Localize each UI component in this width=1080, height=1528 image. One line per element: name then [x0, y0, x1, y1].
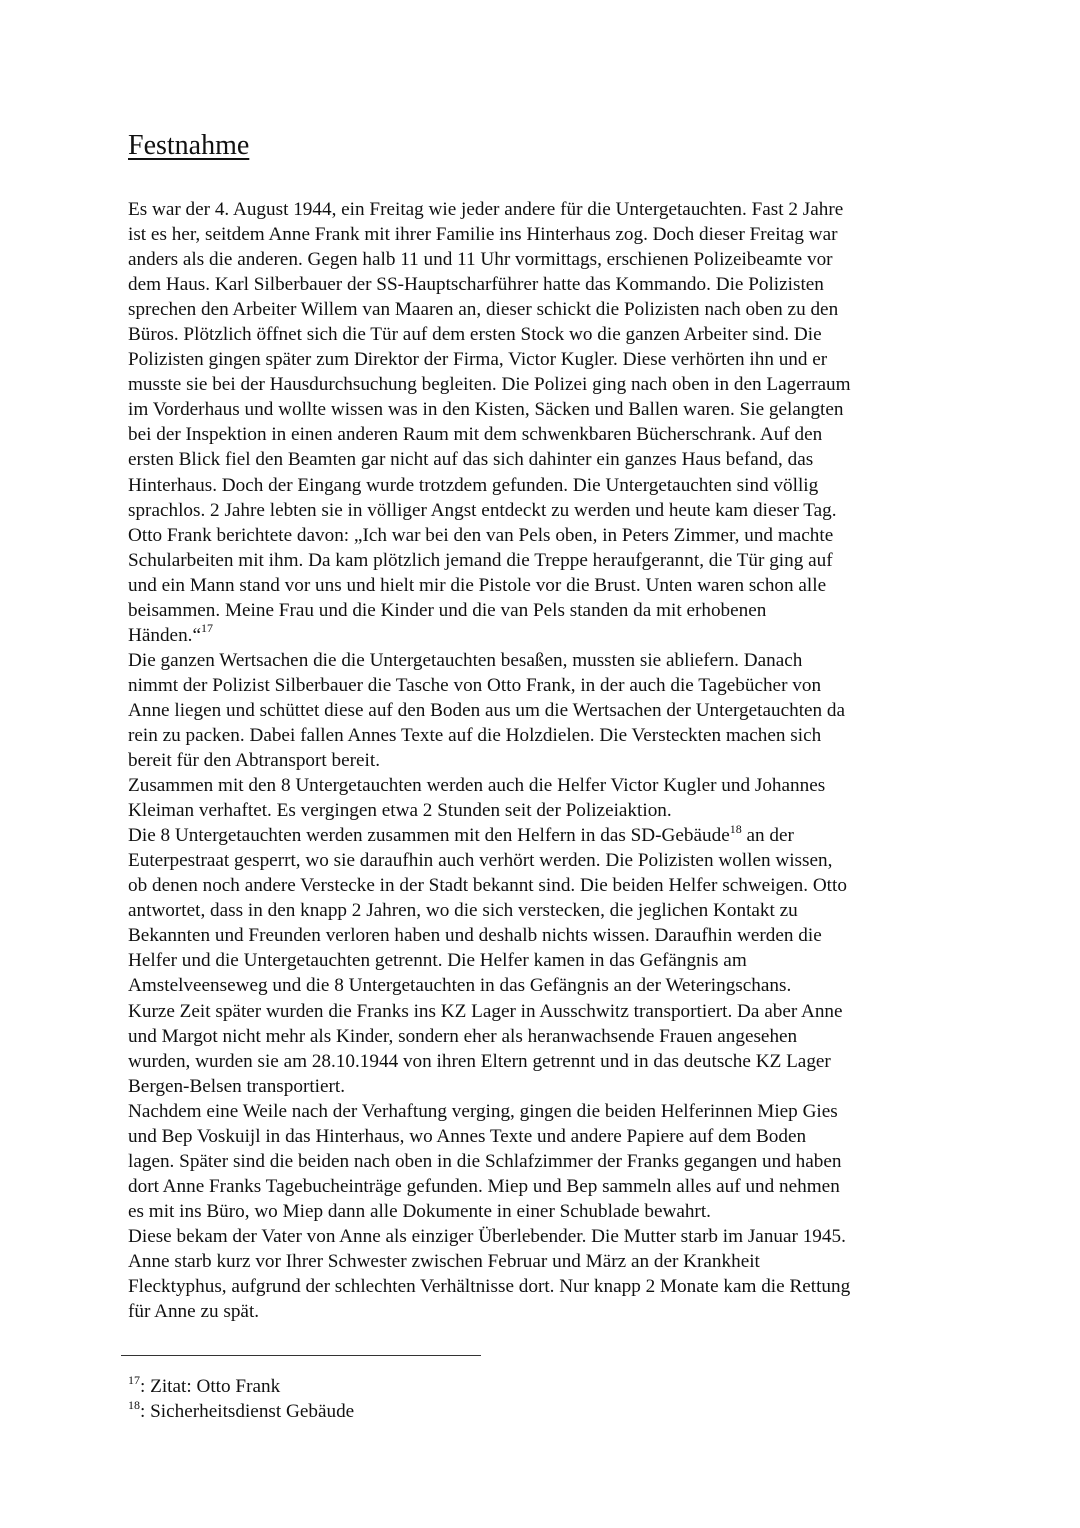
text-line: Anne liegen und schüttet diese auf den Boden aus um die Wertsachen der Untergetauchten da: [128, 699, 846, 721]
text-line: Schularbeiten mit ihm. Da kam plötzlich jemand die Treppe heraufgerannt, die Tür ging auf: [128, 549, 833, 571]
text-line: sprechen den Arbeiter Willem van Maaren an, dieser schickt die Polizisten nach oben zu den: [128, 299, 839, 321]
text-line: Anne starb kurz vor Ihrer Schwester zwischen Februar und März an der Krankheit: [128, 1250, 760, 1272]
text-line: Kleiman verhaftet. Es vergingen etwa 2 Stunden seit der Polizeiaktion.: [128, 800, 672, 822]
text-line: antwortet, dass in den knapp 2 Jahren, wo die sich verstecken, die jeglichen Kontakt zu: [128, 900, 798, 922]
footnote-number: 18: [128, 1397, 140, 1412]
text-line: für Anne zu spät.: [128, 1301, 260, 1323]
text-line: Flecktyphus, aufgrund der schlechten Verhältnisse dort. Nur knapp 2 Monate kam die Rettung: [128, 1276, 851, 1298]
text-segment: an der: [741, 825, 794, 847]
footnote-separator: [121, 1355, 481, 1356]
text-line: dort Anne Franks Tagebucheinträge gefunden. Miep und Bep sammeln alles auf und nehmen: [128, 1175, 840, 1197]
footnote-text: : Sicherheitsdienst Gebäude: [140, 1401, 355, 1422]
text-line: bei der Inspektion in einen anderen Raum mit dem schwenkbaren Bücherschrank. Auf den: [128, 424, 823, 446]
text-line: es mit ins Büro, wo Miep dann alle Dokumente in einer Schublade bewahrt.: [128, 1200, 711, 1222]
text-line: und Margot nicht mehr als Kinder, sondern eher als heranwachsende Frauen angesehen: [128, 1025, 798, 1047]
text-line: Otto Frank berichtete davon: „Ich war bei den van Pels oben, in Peters Zimmer, und machte: [128, 524, 834, 546]
text-line: Kurze Zeit später wurden die Franks ins KZ Lager in Ausschwitz transportiert. Da aber Anne: [128, 1000, 843, 1022]
quote-end-text: Händen.“: [128, 624, 201, 646]
paragraph-5: [128, 999, 953, 1099]
body-text: [128, 197, 953, 1324]
footnote-ref-17: 17: [200, 621, 213, 636]
text-line: Diese bekam der Vater von Anne als einziger Überlebender. Die Mutter starb im Januar 1945.: [128, 1225, 846, 1247]
paragraph-7: [128, 1224, 953, 1324]
text-line: Büros. Plötzlich öffnet sich die Tür auf dem ersten Stock wo die ganzen Arbeiter sind. Die: [128, 324, 822, 346]
text-line: Nachdem eine Weile nach der Verhaftung verging, gingen die beiden Helferinnen Miep Gies: [128, 1100, 838, 1122]
text-line: sprachlos. 2 Jahre lebten sie in völliger Angst entdeckt zu werden und heute kam dieser Tag.: [128, 499, 837, 521]
text-line: musste sie bei der Hausdurchsuchung begleiten. Die Polizei ging nach oben in den Lagerraum: [128, 374, 851, 396]
footnote-18: [128, 1399, 354, 1424]
text-line: Bergen-Belsen transportiert.: [128, 1075, 346, 1097]
text-line: Hinterhaus. Doch der Eingang wurde trotzdem gefunden. Die Untergetauchten sind völlig: [128, 474, 819, 496]
text-line: nimmt der Polizist Silberbauer die Tasche von Otto Frank, in der auch die Tagebücher von: [128, 674, 822, 696]
text-line: anders als die anderen. Gegen halb 11 und 11 Uhr vormittags, erschienen Polizeibeamte vor: [128, 249, 833, 271]
text-line: lagen. Später sind die beiden nach oben in die Schlafzimmer der Franks gegangen und haben: [128, 1150, 842, 1172]
footnotes: [128, 1374, 354, 1424]
text-line: ersten Blick fiel den Beamten gar nicht auf das sich dahinter ein ganzes Haus befand, das: [128, 449, 814, 471]
footnote-text: : Zitat: Otto Frank: [140, 1376, 281, 1397]
text-line: beisammen. Meine Frau und die Kinder und die van Pels standen da mit erhobenen: [128, 599, 767, 621]
text-line: ob denen noch andere Verstecke in der Stadt bekannt sind. Die beiden Helfer schweigen. Otto: [128, 875, 847, 897]
text-line: [128, 623, 953, 648]
text-line: Es war der 4. August 1944, ein Freitag wie jeder andere für die Untergetauchten. Fast 2 Jahre: [128, 199, 844, 220]
text-line: Bekannten und Freunden verloren haben und deshalb nichts wissen. Daraufhin werden die: [128, 925, 822, 947]
text-line: Polizisten gingen später zum Direktor der Firma, Victor Kugler. Diese verhörten ihn und er: [128, 349, 828, 371]
page-title: Festnahme: [128, 130, 250, 161]
text-line: und ein Mann stand vor uns und hielt mir die Pistole vor die Brust. Unten waren schon alle: [128, 574, 827, 596]
paragraph-4: [128, 823, 953, 998]
paragraph-2: [128, 648, 953, 773]
text-line: dem Haus. Karl Silberbauer der SS-Hauptscharführer hatte das Kommando. Die Polizisten: [128, 274, 824, 296]
text-line: und Bep Voskuijl in das Hinterhaus, wo Annes Texte und andere Papiere auf dem Boden: [128, 1125, 807, 1147]
text-line: im Vorderhaus und wollte wissen was in den Kisten, Säcken und Ballen waren. Sie gelangten: [128, 399, 844, 421]
text-segment: Die 8 Untergetauchten werden zusammen mit den Helfern in das SD-Gebäude: [128, 825, 730, 847]
text-line: ist es her, seitdem Anne Frank mit ihrer Familie ins Hinterhaus zog. Doch dieser Freitag war: [128, 224, 838, 246]
text-line: rein zu packen. Dabei fallen Annes Texte auf die Holzdielen. Die Versteckten machen sich: [128, 724, 822, 746]
footnote-ref-18: 18: [729, 821, 742, 836]
text-line: Die ganzen Wertsachen die die Untergetauchten besaßen, mussten sie abliefern. Danach: [128, 649, 803, 671]
text-line: [128, 823, 953, 848]
text-line: wurden, wurden sie am 28.10.1944 von ihren Eltern getrennt und in das deutsche KZ Lager: [128, 1050, 831, 1072]
text-line: Helfer und die Untergetauchten getrennt. Die Helfer kamen in das Gefängnis am: [128, 950, 747, 972]
text-line: Zusammen mit den 8 Untergetauchten werden auch die Helfer Victor Kugler und Johannes: [128, 775, 826, 797]
text-line: Euterpestraat gesperrt, wo sie daraufhin auch verhört werden. Die Polizisten wollen wissen,: [128, 850, 833, 872]
paragraph-1: [128, 197, 953, 648]
paragraph-3: [128, 773, 953, 823]
text-line: Amstelveenseweg und die 8 Untergetauchten in das Gefängnis an der Weteringschans.: [128, 975, 792, 997]
footnote-number: 17: [128, 1372, 140, 1387]
text-line: bereit für den Abtransport bereit.: [128, 750, 381, 772]
footnote-17: [128, 1374, 354, 1399]
paragraph-6: [128, 1099, 953, 1224]
